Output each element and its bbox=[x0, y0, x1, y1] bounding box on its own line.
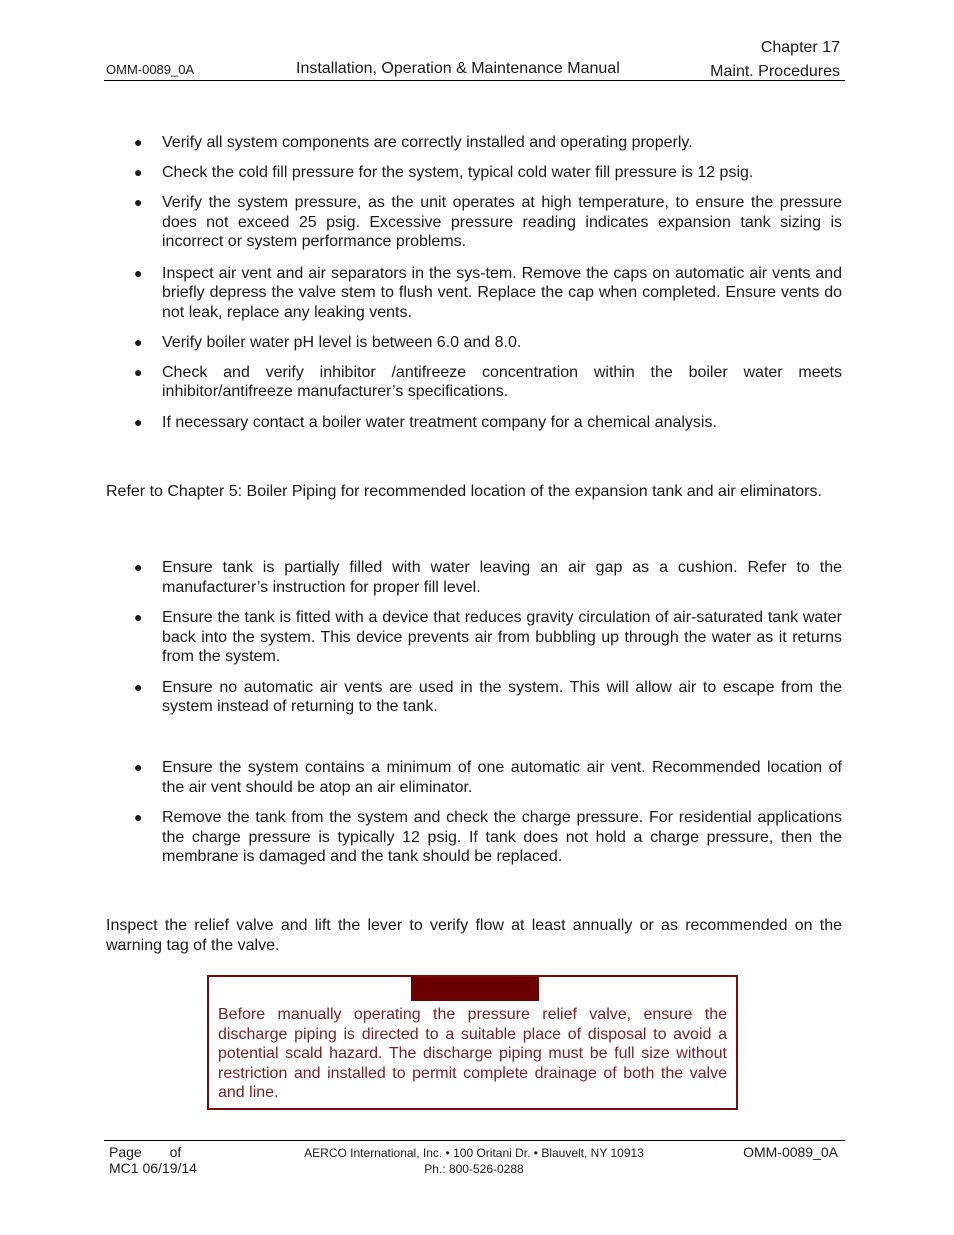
bullet-icon: ● bbox=[134, 134, 143, 150]
header-chapter-block bbox=[710, 36, 840, 84]
list-item: ● Ensure no automatic air vents are used in the system. This will allow air to escape from the system instead of returning to the tank. bbox=[134, 678, 842, 715]
footer-of-label: of bbox=[169, 1144, 182, 1160]
list-item: ● Verify all system components are correctly installed and operating properly. bbox=[134, 134, 693, 151]
warning-text: Before manually operating the pressure relief valve, ensure the discharge piping is directed to a suitable place of disposal to avoid a potential scald hazard. The discharge piping must be full size without restriction and installed to permit complete drainage of both the valve and line. bbox=[218, 1006, 727, 1101]
bullet-icon: ● bbox=[134, 334, 143, 350]
footer-phone: Ph.: 800-526-0288 bbox=[424, 1162, 524, 1176]
header-section: Maint. Procedures bbox=[710, 63, 840, 80]
list-item: ● If necessary contact a boiler water treatment company for a chemical analysis. bbox=[134, 413, 717, 431]
bullet-icon: ● bbox=[134, 194, 143, 210]
list-item: ● Ensure the system contains a minimum of one automatic air vent. Recommended location of the air vent should be atop an air eliminator. bbox=[134, 759, 842, 796]
bullet-icon: ● bbox=[134, 363, 143, 380]
list-item: ● Verify the system pressure, as the unit operates at high temperature, to ensure the pressure does not exceed 25 psig. Excessive pressure reading indicates expansion tank sizing is incorrect or system performance problems. bbox=[134, 194, 842, 250]
warning-box bbox=[207, 975, 738, 1110]
bullet-icon: ● bbox=[134, 809, 143, 825]
bullet-icon: ● bbox=[134, 759, 143, 775]
footer-center bbox=[274, 1145, 674, 1177]
header-rule bbox=[104, 80, 845, 81]
expansion-tank-list bbox=[106, 558, 842, 717]
header-chapter: Chapter 17 bbox=[760, 39, 840, 56]
list-item: ● Ensure the tank is fitted with a device that reduces gravity circulation of air-saturated tank water back into the system. This device prevents air from bubbling up through the water as it returns from the system. bbox=[134, 609, 842, 665]
bullet-icon: ● bbox=[134, 264, 143, 281]
warning-header-bar bbox=[411, 977, 539, 1001]
list-item: ● Inspect air vent and air separators in the sys-tem. Remove the caps on automatic air vents and briefly depress the valve stem to flush vent. Replace the cap when completed. Ensure vents do not leak, replace any leaking vents. bbox=[134, 264, 842, 321]
bullet-icon: ● bbox=[134, 413, 143, 430]
list-item: ● Check the cold fill pressure for the system, typical cold water fill pressure is 12 psig. bbox=[134, 163, 754, 181]
footer-revision: MC1 06/19/14 bbox=[109, 1160, 197, 1176]
list-item: ● Check and verify inhibitor /antifreeze concentration within the boiler water meets inhibitor/antifreeze manufacturer’s specifications. bbox=[134, 363, 842, 400]
expansion-tank-paragraph: Refer to Chapter 5: Boiler Piping for recommended location of the expansion tank and air eliminators. bbox=[106, 483, 822, 500]
footer-page-number bbox=[109, 1144, 197, 1160]
footer-page-label: Page bbox=[109, 1144, 142, 1160]
footer-doc-code: OMM-0089_0A bbox=[743, 1144, 838, 1160]
footer-rule bbox=[104, 1140, 845, 1141]
diaphragm-tank-list bbox=[106, 758, 842, 867]
bullet-icon: ● bbox=[134, 678, 143, 695]
bullet-icon: ● bbox=[134, 559, 143, 575]
header-title: Installation, Operation & Maintenance Manual bbox=[296, 60, 620, 77]
list-item: ● Ensure tank is partially filled with water leaving an air gap as a cushion. Refer to the manufacturer’s instruction for proper fill level. bbox=[134, 559, 842, 596]
bullet-icon: ● bbox=[134, 609, 143, 625]
list-item: ● Verify boiler water pH level is between 6.0 and 8.0. bbox=[134, 334, 522, 351]
list-item: ● Remove the tank from the system and check the charge pressure. For residential applications the charge pressure is typically 12 psig. If tank does not hold a charge pressure, then the membrane is damaged and the tank should be replaced. bbox=[134, 809, 842, 865]
header-doc-code: OMM-0089_0A bbox=[106, 62, 195, 77]
relief-valve-paragraph: Inspect the relief valve and lift the lever to verify flow at least annually or as recommended on the warning tag of the valve. bbox=[106, 917, 842, 954]
bullet-icon: ● bbox=[134, 163, 143, 180]
system-check-list bbox=[106, 133, 842, 432]
footer-left bbox=[109, 1144, 197, 1176]
footer-address: AERCO International, Inc. • 100 Oritani Dr. • Blauvelt, NY 10913 bbox=[304, 1146, 644, 1160]
